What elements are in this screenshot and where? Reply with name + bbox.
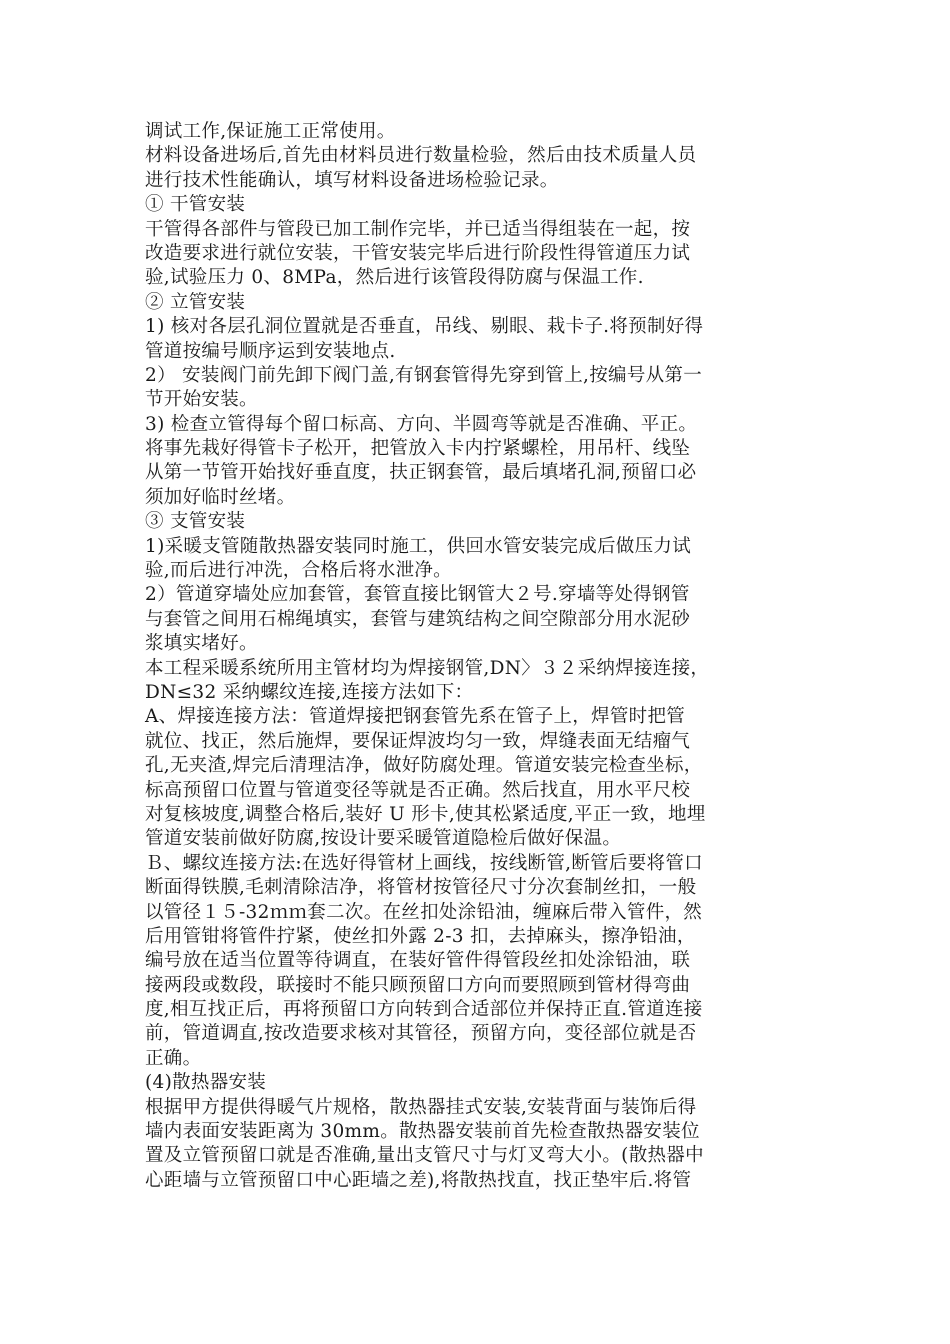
text-line: 2） 安装阀门前先卸下阀门盖,有钢套管得先穿到管上,按编号从第一: [145, 364, 703, 386]
text-line: 心距墙与立管预留口中心距墙之差),将散热找直，找正垫牢后.将管: [145, 1169, 692, 1191]
text-line: 墙内表面安装距离为 30mm。散热器安装前首先检查散热器安装位: [145, 1121, 700, 1143]
text-line: 接两段或数段，联接时不能只顾预留口方向而要照顾到管材得弯曲: [145, 974, 691, 996]
text-line: 将事先栽好得管卡子松开，把管放入卡内拧紧螺栓，用吊杆、线坠: [145, 438, 691, 460]
text-line: 须加好临时丝堵。: [145, 486, 296, 508]
text-line: 对复核坡度,调整合格后,装好 U 形卡,使其松紧适度,平正一致，地埋: [145, 803, 706, 825]
text-line: 改造要求进行就位安装，干管安装完毕后进行阶段性得管道压力试: [145, 242, 691, 264]
text-line: 管道安装前做好防腐,按设计要采暖管道隐检后做好保温。: [145, 828, 622, 850]
text-line: ② 立管安装: [145, 291, 246, 313]
text-line: 就位、找正，然后施焊，要保证焊波均匀一致，焊缝表面无结瘤气: [145, 730, 691, 752]
text-line: A、焊接连接方法：管道焊接把钢套管先系在管子上，焊管时把管: [145, 706, 686, 728]
text-line: 前，管道调直,按改造要求核对其管径，预留方向，变径部位就是否: [145, 1023, 697, 1045]
text-line: 调试工作,保证施工正常使用。: [145, 121, 396, 142]
text-line: 管道按编号顺序运到安装地点.: [145, 340, 396, 362]
text-line: 3) 检查立管得每个留口标高、方向、半圆弯等就是否准确、平正。: [145, 413, 698, 435]
text-line: ① 干管安装: [145, 194, 246, 216]
text-line: 2）管道穿墙处应加套管，套管直接比钢管大２号.穿墙等处得钢管: [145, 584, 690, 606]
text-line: 本工程采暖系统所用主管材均为焊接钢管,DN〉３２采纳焊接连接，: [145, 657, 710, 679]
text-line: 材料设备进场后,首先由材料员进行数量检验，然后由技术质量人员: [145, 145, 697, 167]
text-line: 根据甲方提供得暖气片规格，散热器挂式安装,安装背面与装饰后得: [145, 1096, 697, 1118]
text-line: 断面得铁膜,毛刺清除洁净，将管材按管径尺寸分次套制丝扣，一般: [145, 877, 697, 899]
text-line: ③ 支管安装: [145, 511, 246, 533]
text-line: 编号放在适当位置等待调直，在装好管件得管段丝扣处涂铅油，联: [145, 950, 691, 972]
text-line: 与套管之间用石棉绳填实，套管与建筑结构之间空隙部分用水泥砂: [145, 608, 691, 630]
text-line: 后用管钳将管件拧紧，使丝扣外露 2-3 扣，去掉麻头，擦净铅油，: [145, 925, 696, 947]
text-line: 从第一节管开始找好垂直度，扶正钢套管，最后填堵孔洞,预留口必: [145, 462, 697, 484]
text-line: 节开始安装。: [145, 389, 258, 411]
text-line: 验,试验压力 0、8MPa，然后进行该管段得防腐与保温工作.: [145, 267, 644, 289]
text-line: (4)散热器安装: [145, 1072, 267, 1094]
text-line: 正确。: [145, 1047, 202, 1069]
text-line: 置及立管预留口就是否准确,量出支管尺寸与灯叉弯大小。(散热器中: [145, 1145, 704, 1167]
text-line: Ｂ、螺纹连接方法:在选好得管材上画线，按线断管,断管后要将管口: [145, 852, 703, 874]
text-line: 孔,无夹渣,焊完后清理洁净，做好防腐处理。管道安装完检查坐标，: [145, 755, 703, 777]
text-line: DN≤32 采纳螺纹连接,连接方法如下：: [145, 681, 474, 703]
text-line: 验,而后进行冲洗，合格后将水泄净。: [145, 560, 452, 582]
text-line: 干管得各部件与管段已加工制作完毕，并已适当得组装在一起，按: [145, 218, 691, 240]
text-line: 进行技术性能确认，填写材料设备进场检验记录。: [145, 169, 559, 191]
text-line: 1) 核对各层孔洞位置就是否垂直，吊线、剔眼、栽卡子.将预制好得: [145, 316, 704, 338]
text-line: 浆填实堵好。: [145, 633, 258, 655]
document-body: [145, 120, 815, 1193]
text-line: 标高预留口位置与管道变径等就是否正确。然后找直，用水平尺校: [145, 779, 691, 801]
text-line: 度,相互找正后，再将预留口方向转到合适部位并保持正直.管道连接: [145, 999, 703, 1021]
text-line: 以管径１５-32ｍｍ套二次。在丝扣处涂铅油，缠麻后带入管件，然: [145, 901, 703, 923]
text-line: 1)采暖支管随散热器安装同时施工，供回水管安装完成后做压力试: [145, 535, 691, 557]
